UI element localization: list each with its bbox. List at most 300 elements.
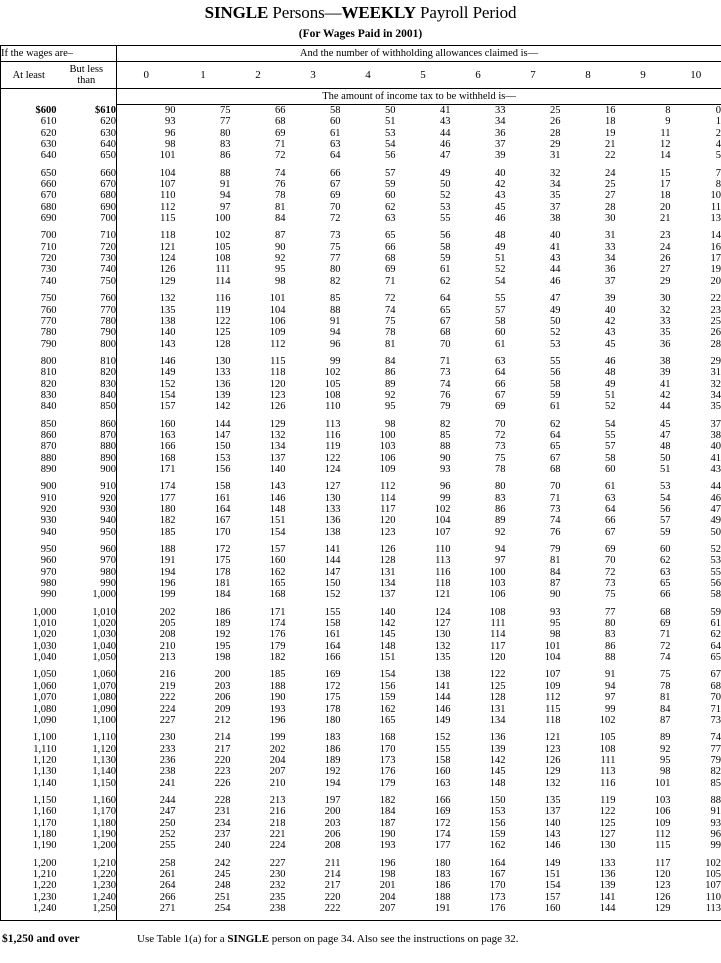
cell-withholding-4: 63 (385, 213, 396, 225)
cell-withholding-3: 82 (330, 275, 341, 287)
table-row (1, 202, 721, 213)
cell-withholding-0: 126 (117, 264, 176, 275)
cell-at-least: 930 (1, 515, 57, 526)
cell-withholding-10: 8 (671, 179, 721, 190)
table-row (1, 869, 721, 880)
cell-withholding-0: 271 (117, 903, 176, 914)
cell-withholding-7: 90 (550, 589, 561, 601)
cell-withholding-0: 199 (117, 589, 176, 600)
cell-withholding-10: 5 (671, 150, 721, 161)
cell-withholding-7: 62 (550, 418, 561, 430)
cell-withholding-2: 68 (275, 116, 286, 128)
cell-withholding-6: 94 (495, 544, 506, 556)
cell-withholding-1: 254 (214, 903, 231, 914)
cell-withholding-6: 64 (495, 367, 506, 379)
cell-withholding-6: 139 (489, 743, 506, 755)
cell-withholding-7: 37 (550, 201, 561, 213)
cell-withholding-1: 237 (214, 828, 231, 840)
cell-withholding-5: 172 (434, 817, 451, 829)
cell-withholding-3: 73 (330, 230, 341, 242)
cell-withholding-2: 72 (275, 150, 286, 162)
cell-at-least: 820 (1, 379, 57, 390)
cell-withholding-6: 78 (495, 463, 506, 475)
cell-withholding-0: 261 (117, 869, 176, 880)
cell-but-less-than: 1,060 (92, 669, 117, 681)
cell-but-less-than: 870 (100, 429, 117, 441)
cell-withholding-5: 174 (434, 828, 451, 840)
cell-withholding-8: 97 (605, 692, 616, 704)
cell-withholding-8: 58 (605, 452, 616, 464)
cell-withholding-8: 133 (599, 857, 616, 869)
cell-at-least: 1,110 (1, 744, 57, 755)
cell-withholding-6: 131 (489, 703, 506, 715)
table-row (1, 567, 721, 578)
cell-but-less-than: 920 (100, 492, 117, 504)
cell-withholding-7: 135 (544, 794, 561, 806)
cell-withholding-6: 111 (490, 618, 506, 630)
cell-withholding-1: 164 (214, 504, 231, 515)
table-header (1, 46, 721, 105)
table-row (1, 840, 721, 851)
cell-withholding-4: 72 (385, 293, 396, 305)
cell-withholding-9: 17 (660, 179, 671, 191)
cell-withholding-0: 157 (117, 401, 176, 412)
cell-withholding-4: 92 (385, 389, 396, 401)
table-row (1, 493, 721, 504)
cell-withholding-1: 153 (214, 452, 231, 464)
table-row (1, 150, 721, 161)
cell-withholding-10: 52 (671, 544, 721, 555)
cell-withholding-6: 43 (495, 190, 506, 202)
cell-withholding-2: 232 (269, 880, 286, 892)
cell-withholding-8: 46 (605, 355, 616, 367)
cell-withholding-8: 130 (599, 840, 616, 852)
cell-withholding-5: 169 (434, 806, 451, 818)
cell-at-least: 940 (1, 527, 57, 538)
cell-withholding-8: 77 (605, 606, 616, 618)
cell-withholding-5: 50 (440, 179, 451, 191)
cell-at-least: 1,000 (1, 607, 57, 618)
cell-withholding-0: 185 (117, 527, 176, 538)
cell-withholding-4: 89 (385, 378, 396, 390)
table-row (1, 527, 721, 538)
cell-withholding-10: 56 (671, 578, 721, 589)
cell-withholding-5: 160 (434, 766, 451, 778)
cell-withholding-3: 66 (330, 167, 341, 179)
cell-but-less-than: 970 (100, 555, 117, 567)
cell-withholding-0: 132 (117, 293, 176, 304)
cell-withholding-6: 156 (489, 817, 506, 829)
cell-withholding-2: 174 (269, 618, 286, 630)
cell-withholding-10: 13 (671, 213, 721, 224)
table-row (1, 481, 721, 492)
cell-but-less-than: 1,030 (92, 629, 117, 641)
cell-withholding-5: 152 (434, 732, 451, 744)
cell-withholding-0: 230 (117, 732, 176, 743)
cell-withholding-2: 193 (269, 703, 286, 715)
header-col-3: 3 (286, 62, 341, 89)
cell-withholding-8: 24 (605, 167, 616, 179)
cell-at-least: 630 (1, 139, 57, 150)
cell-withholding-6: 46 (495, 213, 506, 225)
cell-withholding-4: 198 (379, 868, 396, 880)
table-row (1, 390, 721, 401)
cell-withholding-7: 112 (545, 692, 561, 704)
cell-withholding-3: 124 (324, 463, 341, 475)
cell-withholding-3: 94 (330, 327, 341, 339)
cell-withholding-3: 105 (324, 378, 341, 390)
cell-withholding-8: 52 (605, 401, 616, 413)
cell-withholding-4: 154 (379, 669, 396, 681)
cell-withholding-4: 53 (385, 127, 396, 139)
cell-withholding-7: 126 (544, 754, 561, 766)
cell-withholding-2: 74 (275, 167, 286, 179)
table-row (1, 692, 721, 703)
cell-but-less-than: 840 (100, 389, 117, 401)
cell-withholding-9: 68 (660, 606, 671, 618)
cell-withholding-1: 102 (214, 230, 231, 242)
cell-withholding-2: 71 (275, 139, 286, 151)
cell-withholding-3: 69 (330, 190, 341, 202)
cell-withholding-1: 195 (214, 640, 231, 652)
cell-withholding-7: 61 (550, 401, 561, 413)
cell-withholding-9: 65 (660, 578, 671, 590)
cell-withholding-1: 251 (214, 891, 231, 903)
cell-withholding-2: 227 (269, 857, 286, 869)
table-row (1, 253, 721, 264)
cell-withholding-7: 79 (550, 544, 561, 556)
cell-withholding-5: 56 (440, 230, 451, 242)
table-footer (0, 927, 721, 963)
cell-withholding-4: 84 (385, 355, 396, 367)
cell-withholding-9: 15 (660, 167, 671, 179)
header-row-top (1, 46, 721, 62)
cell-withholding-2: 230 (269, 868, 286, 880)
cell-withholding-1: 200 (214, 669, 231, 681)
cell-at-least: 690 (1, 213, 57, 224)
cell-withholding-0: 182 (117, 515, 176, 526)
cell-withholding-3: 161 (324, 629, 341, 641)
cell-withholding-2: 115 (270, 355, 286, 367)
cell-withholding-2: 69 (275, 127, 286, 139)
cell-withholding-9: 48 (660, 441, 671, 453)
cell-withholding-7: 29 (550, 139, 561, 151)
cell-withholding-2: 137 (269, 452, 286, 464)
cell-withholding-9: 20 (660, 201, 671, 213)
cell-withholding-10: 99 (671, 840, 721, 851)
cell-withholding-6: 73 (495, 441, 506, 453)
cell-withholding-0: 188 (117, 544, 176, 555)
cell-withholding-4: 60 (385, 190, 396, 202)
header-spacer-atleast (1, 89, 57, 105)
cell-withholding-5: 52 (440, 190, 451, 202)
cell-but-less-than: 940 (100, 515, 117, 527)
cell-at-least: 950 (1, 544, 57, 555)
cell-withholding-1: 105 (214, 241, 231, 253)
cell-withholding-10: 25 (671, 316, 721, 327)
cell-withholding-5: 127 (434, 618, 451, 630)
cell-withholding-8: 42 (605, 315, 616, 327)
cell-at-least: 750 (1, 293, 57, 304)
footer-over-label: $1,250 and over (2, 933, 80, 945)
table-row (1, 128, 721, 139)
cell-withholding-6: 170 (489, 880, 506, 892)
cell-at-least: 1,060 (1, 681, 57, 692)
cell-withholding-1: 223 (214, 766, 231, 778)
cell-withholding-9: 56 (660, 504, 671, 515)
cell-withholding-10: 31 (671, 367, 721, 378)
cell-withholding-3: 96 (330, 338, 341, 350)
cell-withholding-4: 74 (385, 304, 396, 316)
cell-withholding-7: 43 (550, 253, 561, 265)
cell-withholding-9: 14 (660, 150, 671, 162)
cell-withholding-3: 116 (325, 429, 341, 441)
cell-withholding-1: 212 (214, 714, 231, 726)
cell-withholding-0: 96 (117, 128, 176, 139)
cell-withholding-7: 76 (550, 526, 561, 538)
cell-withholding-0: 255 (117, 840, 176, 851)
cell-withholding-4: 120 (379, 515, 396, 527)
cell-but-less-than: 980 (100, 566, 117, 578)
cell-at-least: 880 (1, 453, 57, 464)
page-subtitle: (For Wages Paid in 2001) (298, 28, 423, 40)
cell-at-least: 650 (1, 168, 57, 179)
cell-withholding-9: 53 (660, 481, 671, 493)
cell-withholding-10: 28 (671, 339, 721, 350)
cell-withholding-8: 73 (605, 578, 616, 590)
cell-withholding-7: 70 (550, 481, 561, 493)
table-row (1, 555, 721, 566)
cell-withholding-7: 55 (550, 355, 561, 367)
cell-withholding-10: 29 (671, 356, 721, 367)
cell-withholding-0: 154 (117, 390, 176, 401)
cell-withholding-2: 179 (269, 640, 286, 652)
cell-withholding-1: 128 (214, 338, 231, 350)
cell-but-less-than: 990 (100, 578, 117, 590)
cell-withholding-8: 63 (605, 492, 616, 504)
cell-withholding-9: 26 (660, 253, 671, 265)
table-row (1, 213, 721, 224)
cell-withholding-0: 124 (117, 253, 176, 264)
cell-withholding-7: 115 (545, 703, 561, 715)
table-row (1, 464, 721, 475)
cell-withholding-0: 143 (117, 339, 176, 350)
cell-withholding-7: 56 (550, 367, 561, 379)
cell-withholding-10: 67 (671, 669, 721, 680)
table-row (1, 652, 721, 663)
table-row (1, 629, 721, 640)
header-wages-label: If the wages are– (1, 46, 117, 62)
cell-withholding-1: 242 (214, 857, 231, 869)
cell-withholding-9: 42 (660, 389, 671, 401)
cell-withholding-6: 36 (495, 127, 506, 139)
cell-withholding-0: 177 (117, 493, 176, 504)
header-col-1: 1 (176, 62, 231, 89)
cell-withholding-2: 140 (269, 463, 286, 475)
table-row (1, 453, 721, 464)
cell-withholding-4: 117 (380, 504, 396, 515)
cell-withholding-6: 164 (489, 857, 506, 869)
cell-withholding-4: 106 (379, 452, 396, 464)
cell-withholding-7: 104 (544, 652, 561, 664)
cell-but-less-than: 670 (100, 179, 117, 191)
cell-withholding-0: 210 (117, 641, 176, 652)
cell-withholding-1: 108 (214, 253, 231, 265)
cell-withholding-7: 132 (544, 777, 561, 789)
cell-withholding-5: 183 (434, 868, 451, 880)
cell-withholding-7: 28 (550, 127, 561, 139)
cell-withholding-9: 21 (660, 213, 671, 225)
cell-withholding-10: 82 (671, 766, 721, 777)
cell-withholding-10: 79 (671, 755, 721, 766)
cell-withholding-8: 139 (599, 880, 616, 892)
cell-withholding-7: 41 (550, 241, 561, 253)
cell-withholding-6: 54 (495, 275, 506, 287)
cell-withholding-8: 16 (605, 105, 616, 116)
cell-at-least: 620 (1, 128, 57, 139)
cell-withholding-3: 164 (324, 640, 341, 652)
cell-withholding-6: 128 (489, 692, 506, 704)
cell-withholding-3: 200 (324, 806, 341, 818)
cell-at-least: 1,070 (1, 692, 57, 703)
cell-withholding-8: 141 (599, 891, 616, 903)
cell-withholding-2: 146 (269, 492, 286, 504)
cell-withholding-7: 68 (550, 463, 561, 475)
cell-withholding-0: 180 (117, 504, 176, 515)
cell-withholding-1: 226 (214, 777, 231, 789)
cell-withholding-2: 106 (269, 315, 286, 327)
cell-but-less-than: 1,080 (92, 692, 117, 704)
cell-withholding-2: 132 (269, 429, 286, 441)
header-allowances-label: And the number of withholding allowances claimed is— (117, 46, 721, 62)
table-row (1, 607, 721, 618)
cell-but-less-than: 620 (100, 116, 117, 128)
cell-withholding-8: 102 (599, 714, 616, 726)
cell-withholding-8: 19 (605, 127, 616, 139)
cell-withholding-10: 0 (671, 105, 721, 117)
table-row (1, 589, 721, 600)
cell-withholding-5: 107 (434, 526, 451, 538)
cell-but-less-than: 960 (100, 544, 117, 556)
cell-but-less-than: 680 (100, 190, 117, 202)
cell-withholding-8: 54 (605, 418, 616, 430)
cell-but-less-than: 650 (100, 150, 117, 162)
cell-at-least: $600 (1, 105, 57, 117)
cell-withholding-4: 201 (379, 880, 396, 892)
table-row (1, 105, 721, 117)
cell-at-least: 810 (1, 367, 57, 378)
cell-withholding-0: 247 (117, 806, 176, 817)
cell-withholding-7: 140 (544, 817, 561, 829)
cell-withholding-1: 209 (214, 703, 231, 715)
cell-at-least: 960 (1, 555, 57, 566)
cell-withholding-7: 154 (544, 880, 561, 892)
cell-withholding-8: 55 (605, 429, 616, 441)
cell-withholding-10: 37 (671, 419, 721, 430)
cell-withholding-8: 69 (605, 544, 616, 556)
cell-but-less-than: 800 (100, 338, 117, 350)
cell-withholding-8: 61 (605, 481, 616, 493)
table-row (1, 230, 721, 241)
header-row-columns (1, 62, 721, 89)
cell-withholding-4: 179 (379, 777, 396, 789)
cell-but-less-than: 930 (100, 504, 117, 515)
cell-withholding-0: 160 (117, 419, 176, 430)
cell-but-less-than: 1,110 (92, 732, 117, 744)
cell-withholding-1: 86 (220, 150, 231, 162)
cell-withholding-6: 145 (489, 766, 506, 778)
cell-withholding-0: 233 (117, 744, 176, 755)
cell-withholding-9: 84 (660, 703, 671, 715)
cell-withholding-7: 160 (544, 903, 561, 914)
cell-withholding-10: 110 (671, 892, 721, 903)
cell-withholding-9: 71 (660, 629, 671, 641)
cell-withholding-8: 75 (605, 589, 616, 601)
cell-withholding-5: 155 (434, 743, 451, 755)
cell-but-less-than: 730 (100, 253, 117, 265)
cell-withholding-0: 93 (117, 116, 176, 127)
cell-withholding-1: 231 (214, 806, 231, 818)
cell-at-least: 610 (1, 116, 57, 127)
cell-withholding-2: 160 (269, 555, 286, 567)
cell-withholding-3: 85 (330, 293, 341, 305)
cell-withholding-1: 192 (214, 629, 231, 641)
cell-withholding-3: 189 (324, 754, 341, 766)
cell-withholding-4: 128 (379, 555, 396, 567)
cell-withholding-3: 172 (324, 680, 341, 692)
cell-withholding-1: 189 (214, 618, 231, 630)
cell-withholding-7: 98 (550, 629, 561, 641)
cell-withholding-3: 127 (324, 481, 341, 493)
cell-withholding-0: 112 (117, 202, 176, 213)
table-row (1, 755, 721, 766)
cell-withholding-8: 144 (599, 903, 616, 914)
cell-withholding-8: 83 (605, 629, 616, 641)
cell-withholding-1: 94 (220, 190, 231, 202)
cell-withholding-9: 60 (660, 544, 671, 556)
cell-withholding-0: 168 (117, 453, 176, 464)
cell-withholding-5: 53 (440, 201, 451, 213)
cell-withholding-3: 113 (325, 418, 341, 430)
cell-but-less-than: 1,170 (92, 806, 117, 818)
cell-withholding-3: 67 (330, 179, 341, 191)
cell-withholding-6: 125 (489, 680, 506, 692)
cell-at-least: 830 (1, 390, 57, 401)
cell-withholding-6: 72 (495, 429, 506, 441)
cell-withholding-2: 235 (269, 891, 286, 903)
cell-withholding-6: 148 (489, 777, 506, 789)
cell-but-less-than: 780 (100, 315, 117, 327)
cell-withholding-9: 23 (660, 230, 671, 242)
cell-withholding-8: 116 (600, 777, 616, 789)
cell-withholding-4: 123 (379, 526, 396, 538)
cell-withholding-2: 129 (269, 418, 286, 430)
cell-but-less-than: 810 (100, 355, 117, 367)
cell-withholding-0: 191 (117, 555, 176, 566)
cell-withholding-4: 190 (379, 828, 396, 840)
cell-withholding-5: 180 (434, 857, 451, 869)
cell-withholding-9: 47 (660, 429, 671, 441)
cell-withholding-10: 113 (671, 903, 721, 914)
table-row (1, 829, 721, 840)
cell-withholding-5: 177 (434, 840, 451, 852)
cell-withholding-1: 116 (215, 293, 231, 305)
cell-withholding-6: 63 (495, 355, 506, 367)
cell-withholding-10: 34 (671, 390, 721, 401)
cell-withholding-5: 146 (434, 703, 451, 715)
cell-but-less-than: 1,230 (92, 880, 117, 892)
cell-withholding-1: 248 (214, 880, 231, 892)
